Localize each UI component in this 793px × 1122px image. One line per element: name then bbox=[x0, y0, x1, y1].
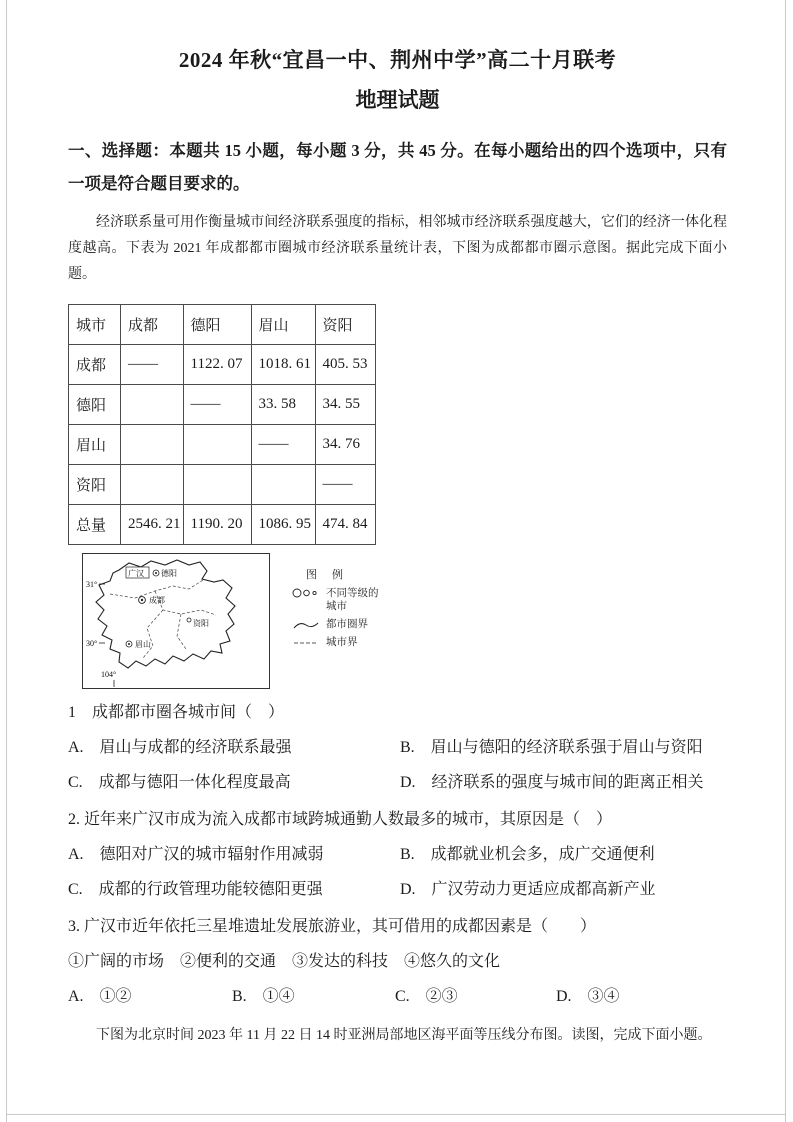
question-2-option-b: B. 成都就业机会多，成广交通便利 bbox=[400, 846, 655, 863]
question-3-option-b: B. ①④ bbox=[232, 988, 295, 1005]
legend-item-city-levels bbox=[292, 587, 380, 613]
table-cell: 1122. 07 bbox=[183, 345, 251, 385]
question-1-option-b: B. 眉山与德阳的经济联系强于眉山与资阳 bbox=[400, 739, 703, 756]
map-legend bbox=[292, 553, 380, 649]
question-2-option-d: D. 广汉劳动力更适应成都高新产业 bbox=[400, 881, 656, 898]
exam-subject: 地理试题 bbox=[355, 88, 440, 112]
lat-label-30: 30° bbox=[86, 639, 98, 648]
table-cell bbox=[251, 465, 315, 505]
economic-links-table bbox=[68, 304, 376, 545]
question-2-stem: 2. 近年来广汉市成为流入成都市域跨城通勤人数最多的城市，其原因是（ ） bbox=[68, 811, 613, 828]
guanghan-marker bbox=[126, 567, 149, 578]
question-3-options-row bbox=[68, 984, 727, 1010]
question-3-items: ①广阔的市场 ②便利的交通 ③发达的科技 ④悠久的文化 bbox=[68, 953, 501, 970]
table-cell bbox=[183, 465, 251, 505]
table-row bbox=[69, 465, 376, 505]
map-figure bbox=[82, 553, 727, 689]
question-3-stem: 3. 广汉市近年依托三星堆遗址发展旅游业，其可借用的成都因素是（ ） bbox=[68, 918, 597, 935]
chengdu-label: 成都 bbox=[149, 596, 165, 605]
table-header-row bbox=[69, 305, 376, 345]
table-cell: 474. 84 bbox=[315, 505, 375, 545]
table-cell: 1018. 61 bbox=[251, 345, 315, 385]
guanghan-label: 广汉 bbox=[128, 569, 144, 578]
page-edge-left bbox=[6, 0, 7, 1122]
table-header-cell: 眉山 bbox=[251, 305, 315, 345]
table-cell bbox=[121, 465, 184, 505]
table-cell: 总量 bbox=[69, 505, 121, 545]
question-1-option-d: D. 经济联系的强度与城市间的距离正相关 bbox=[400, 774, 704, 791]
ziyang-marker bbox=[187, 618, 209, 628]
table-cell: 成都 bbox=[69, 345, 121, 385]
table-header-cell: 城市 bbox=[69, 305, 121, 345]
table-cell bbox=[121, 385, 184, 425]
table-row bbox=[69, 505, 376, 545]
ziyang-label: 资阳 bbox=[193, 619, 209, 628]
table-header-cell: 成都 bbox=[121, 305, 184, 345]
city-levels-icon bbox=[292, 587, 326, 599]
table-cell: —— bbox=[183, 385, 251, 425]
section-1-heading: 一、选择题：本题共 15 小题，每小题 3 分，共 45 分。在每小题给出的四个选项中，只有一项是符合题目要求的。 bbox=[68, 141, 727, 193]
question-2-option-c: C. 成都的行政管理功能较德阳更强 bbox=[68, 881, 323, 898]
question-2-option-a: A. 德阳对广汉的城市辐射作用减弱 bbox=[68, 846, 324, 863]
legend-item-city-boundary bbox=[292, 636, 380, 649]
chengdu-marker bbox=[139, 595, 165, 605]
question-1-stem: 1 成都都市圈各城市间（ ） bbox=[68, 704, 285, 721]
question-3-option-c: C. ②③ bbox=[395, 988, 458, 1005]
question-1-option-c: C. 成都与德阳一体化程度最高 bbox=[68, 774, 291, 791]
meishan-marker bbox=[126, 639, 151, 649]
table-row bbox=[69, 425, 376, 465]
legend-item-metro-boundary bbox=[292, 618, 380, 631]
question-1-option-a: A. 眉山与成都的经济联系最强 bbox=[68, 739, 292, 756]
question-2-options-row-1 bbox=[68, 842, 727, 868]
legend-metro-boundary-label: 都市圈界 bbox=[326, 619, 368, 630]
passage-2: 下图为北京时间 2023 年 11 月 22 日 14 时亚洲局部地区海平面等压线分布图。读图，完成下面小题。 bbox=[96, 1028, 712, 1043]
legend-title: 图 例 bbox=[306, 569, 345, 581]
table-cell: 1086. 95 bbox=[251, 505, 315, 545]
meishan-label: 眉山 bbox=[135, 640, 151, 649]
question-2-options-row-2 bbox=[68, 877, 727, 903]
exam-title: 2024 年秋“宜昌一中、荆州中学”高二十月联考 bbox=[178, 48, 617, 72]
question-3-option-d: D. ③④ bbox=[556, 988, 620, 1005]
table-cell: 2546. 21 bbox=[121, 505, 184, 545]
page-edge-right bbox=[785, 0, 786, 1122]
table-cell bbox=[183, 425, 251, 465]
passage-1: 经济联系量可用作衡量城市间经济联系强度的指标，相邻城市经济联系强度越大，它们的经济一体化程度越高。下表为 2021 年成都都市圈城市经济联系量统计表，下图为成都都市圈示意图。据此完成下面小题。 bbox=[68, 215, 727, 282]
table-cell: 34. 76 bbox=[315, 425, 375, 465]
table-cell: —— bbox=[121, 345, 184, 385]
question-1-options-row-2 bbox=[68, 770, 727, 796]
map-svg bbox=[83, 554, 269, 688]
deyang-marker bbox=[153, 568, 177, 578]
table-cell: 1190. 20 bbox=[183, 505, 251, 545]
table-cell: —— bbox=[315, 465, 375, 505]
chengdu-metro-map bbox=[82, 553, 270, 689]
table-cell bbox=[121, 425, 184, 465]
city-boundary-icon bbox=[292, 638, 326, 648]
table-cell: —— bbox=[251, 425, 315, 465]
table-cell: 33. 58 bbox=[251, 385, 315, 425]
metro-boundary-icon bbox=[292, 620, 326, 630]
table-row bbox=[69, 345, 376, 385]
table-cell: 34. 55 bbox=[315, 385, 375, 425]
lat-label-31: 31° bbox=[86, 580, 98, 589]
table-cell: 资阳 bbox=[69, 465, 121, 505]
table-row bbox=[69, 385, 376, 425]
table-cell: 405. 53 bbox=[315, 345, 375, 385]
table-cell: 德阳 bbox=[69, 385, 121, 425]
lon-label-104: 104° bbox=[101, 670, 117, 679]
question-3-option-a: A. ①② bbox=[68, 988, 132, 1005]
table-cell: 眉山 bbox=[69, 425, 121, 465]
page-edge-bottom bbox=[6, 1114, 786, 1115]
table-header-cell: 德阳 bbox=[183, 305, 251, 345]
legend-city-levels-label: 不同等级的城市 bbox=[326, 588, 379, 612]
question-1-options-row-1 bbox=[68, 735, 727, 761]
table-header-cell: 资阳 bbox=[315, 305, 375, 345]
deyang-label: 德阳 bbox=[161, 569, 177, 578]
legend-city-boundary-label: 城市界 bbox=[326, 637, 358, 648]
